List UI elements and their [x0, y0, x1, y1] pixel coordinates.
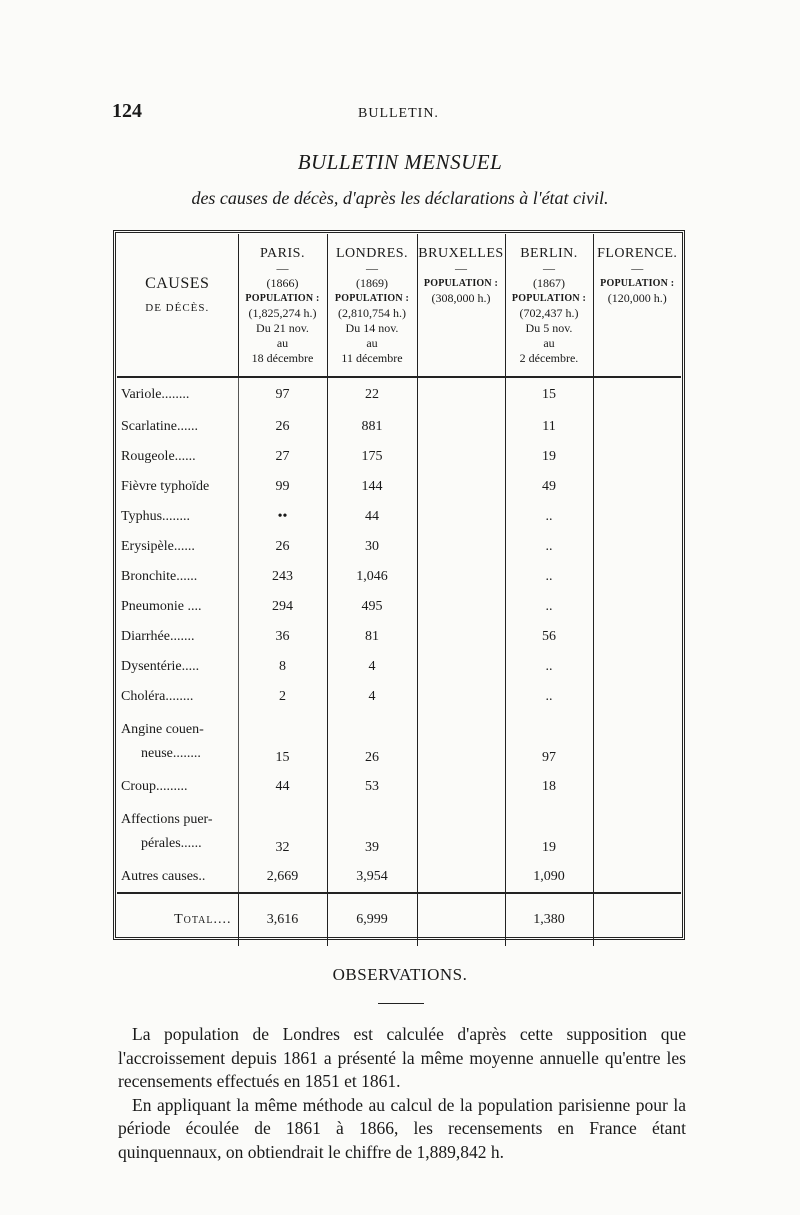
value-cell	[593, 862, 681, 893]
header-dash: —	[455, 261, 467, 275]
value-cell	[593, 412, 681, 442]
value-cell: ..	[505, 682, 593, 712]
period-au: au	[543, 336, 555, 350]
city-name: PARIS.	[260, 246, 305, 261]
table-row	[117, 562, 681, 592]
city-name: FLORENCE.	[597, 246, 678, 261]
value-cell: 19	[505, 442, 593, 472]
value-cell: 81	[327, 622, 417, 652]
value-cell	[417, 802, 505, 862]
value-cell	[417, 412, 505, 442]
value-cell	[593, 652, 681, 682]
causes-column-header	[117, 234, 238, 377]
value-cell	[417, 472, 505, 502]
population-label: POPULATION :	[245, 293, 320, 304]
period-end: 11 décembre	[341, 351, 403, 365]
value-cell: 49	[505, 472, 593, 502]
table-row	[117, 682, 681, 712]
observation-paragraph: La population de Londres est calculée d'après cette supposition que l'accroissement depuis 1861 a présenté la même moyenne annuelle qu'entre les recensements effectués en 1851 et 1861.	[118, 1024, 686, 1091]
table-row	[117, 622, 681, 652]
observations-divider	[378, 1003, 424, 1004]
value-cell: 26	[238, 532, 327, 562]
cause-cell: Rougeole......	[117, 442, 238, 472]
population-label: POPULATION :	[600, 278, 675, 289]
value-cell: 26	[238, 412, 327, 442]
value-cell	[593, 592, 681, 622]
cause-cell: Pneumonie ....	[117, 592, 238, 622]
total-value: 3,616	[238, 893, 327, 946]
population-label: POPULATION :	[423, 278, 499, 289]
value-cell: 11	[505, 412, 593, 442]
table-row	[117, 592, 681, 622]
cause-cell	[117, 712, 238, 772]
value-cell	[417, 442, 505, 472]
table-row	[117, 712, 681, 772]
cause-line-1: Affections puer-	[121, 812, 213, 827]
running-head: BULLETIN.	[358, 106, 439, 121]
value-cell	[593, 712, 681, 772]
value-cell: 8	[238, 652, 327, 682]
value-cell: 39	[327, 802, 417, 862]
census-year: (1869)	[356, 276, 388, 290]
value-cell	[417, 772, 505, 802]
value-cell: 294	[238, 592, 327, 622]
value-cell: ..	[505, 652, 593, 682]
value-cell	[593, 562, 681, 592]
cause-cell: Croup.........	[117, 772, 238, 802]
value-cell: ..	[505, 502, 593, 532]
page-number: 124	[112, 100, 142, 122]
table-row	[117, 532, 681, 562]
column-header-florence	[593, 234, 681, 377]
value-cell	[593, 802, 681, 862]
value-cell: 97	[238, 377, 327, 412]
total-row	[117, 893, 681, 946]
cause-cell: Dysentérie.....	[117, 652, 238, 682]
population-value: (702,437 h.)	[519, 306, 579, 320]
value-cell	[417, 532, 505, 562]
value-cell: 18	[505, 772, 593, 802]
table-row	[117, 652, 681, 682]
causes-subheader-label: DE DÉCÈS.	[145, 302, 210, 314]
table-row	[117, 412, 681, 442]
value-cell: ..	[505, 562, 593, 592]
value-cell	[593, 442, 681, 472]
table-row	[117, 862, 681, 893]
value-cell: 44	[327, 502, 417, 532]
cause-cell: Erysipèle......	[117, 532, 238, 562]
population-value: (120,000 h.)	[607, 291, 667, 305]
cause-cell: Fièvre typhoïde	[117, 472, 238, 502]
table-row	[117, 377, 681, 412]
period-au: au	[276, 336, 289, 350]
census-year: (1866)	[266, 276, 299, 290]
value-cell	[417, 502, 505, 532]
value-cell: 4	[327, 652, 417, 682]
total-label: Total....	[117, 893, 238, 946]
value-cell: 99	[238, 472, 327, 502]
value-cell	[593, 532, 681, 562]
value-cell: 4	[327, 682, 417, 712]
total-value	[417, 893, 505, 946]
value-cell: 30	[327, 532, 417, 562]
header-dash: —	[276, 261, 289, 275]
value-cell: 36	[238, 622, 327, 652]
value-cell: 26	[327, 712, 417, 772]
cause-cell: Typhus........	[117, 502, 238, 532]
causes-header-label: CAUSES	[145, 275, 210, 292]
observation-paragraph: En appliquant la même méthode au calcul de la population parisienne pour la période écoulée de 1861 à 1866, les recensements en France étant quinquennaux, on obtiendrait le chiffre de 1,889,842 h.	[118, 1094, 686, 1162]
population-label: POPULATION :	[334, 293, 410, 304]
column-header-bruxelles	[417, 234, 505, 377]
value-cell: 97	[505, 712, 593, 772]
value-cell: 32	[238, 802, 327, 862]
cause-line-1: Angine couen-	[121, 722, 204, 737]
population-value: (1,825,274 h.)	[248, 306, 317, 320]
value-cell: 2,669	[238, 862, 327, 893]
cause-cell: Diarrhée.......	[117, 622, 238, 652]
cause-cell: Scarlatine......	[117, 412, 238, 442]
column-header-paris	[238, 234, 327, 377]
value-cell	[417, 592, 505, 622]
observations-title: OBSERVATIONS.	[332, 965, 468, 984]
value-cell: 44	[238, 772, 327, 802]
value-cell	[417, 862, 505, 893]
value-cell: ..	[505, 532, 593, 562]
population-value: (2,810,754 h.)	[338, 306, 406, 320]
column-header-londres	[327, 234, 417, 377]
population-label: POPULATION :	[511, 293, 587, 304]
table-row	[117, 472, 681, 502]
period-start: Du 21 nov.	[256, 321, 309, 335]
period-au: au	[366, 336, 378, 350]
value-cell: 495	[327, 592, 417, 622]
period-start: Du 14 nov.	[345, 321, 399, 335]
value-cell: 1,046	[327, 562, 417, 592]
city-name: LONDRES.	[335, 246, 409, 261]
value-cell	[593, 377, 681, 412]
city-name: BRUXELLES	[418, 246, 504, 261]
value-cell	[417, 652, 505, 682]
cause-line-2: pérales......	[141, 836, 202, 851]
header-dash: —	[543, 261, 555, 275]
table-row	[117, 772, 681, 802]
cause-cell	[117, 802, 238, 862]
observations-text	[118, 1023, 686, 1164]
cause-cell: Bronchite......	[117, 562, 238, 592]
value-cell: 15	[505, 377, 593, 412]
value-cell: 27	[238, 442, 327, 472]
city-name: BERLIN.	[520, 246, 578, 261]
value-cell	[593, 772, 681, 802]
value-cell	[417, 622, 505, 652]
page-title: BULLETIN MENSUEL	[297, 150, 503, 174]
value-cell	[417, 377, 505, 412]
value-cell	[593, 502, 681, 532]
value-cell: 3,954	[327, 862, 417, 893]
value-cell	[417, 712, 505, 772]
total-value	[593, 893, 681, 946]
population-value: (308,000 h.)	[431, 291, 491, 305]
cause-cell: Variole........	[117, 377, 238, 412]
header-dash: —	[366, 261, 378, 275]
value-cell: 243	[238, 562, 327, 592]
value-cell	[417, 682, 505, 712]
value-cell: 56	[505, 622, 593, 652]
value-cell: 19	[505, 802, 593, 862]
value-cell: ••	[238, 502, 327, 532]
total-value: 1,380	[505, 893, 593, 946]
value-cell	[593, 472, 681, 502]
column-header-berlin	[505, 234, 593, 377]
total-value: 6,999	[327, 893, 417, 946]
table-header-row	[117, 234, 681, 377]
header-dash: —	[631, 261, 644, 275]
value-cell: 15	[238, 712, 327, 772]
value-cell: 22	[327, 377, 417, 412]
table-row	[117, 802, 681, 862]
period-end: 2 décembre.	[519, 351, 579, 365]
table-row	[117, 442, 681, 472]
census-year: (1867)	[533, 276, 565, 290]
table-row	[117, 502, 681, 532]
value-cell: 53	[327, 772, 417, 802]
mortality-table	[117, 234, 681, 946]
cause-cell: Choléra........	[117, 682, 238, 712]
period-start: Du 5 nov.	[525, 321, 573, 335]
value-cell: 175	[327, 442, 417, 472]
value-cell: ..	[505, 592, 593, 622]
value-cell	[417, 562, 505, 592]
value-cell	[593, 622, 681, 652]
value-cell: 881	[327, 412, 417, 442]
page-subtitle: des causes de décès, d'après les déclarations à l'état civil.	[191, 188, 609, 208]
value-cell: 2	[238, 682, 327, 712]
cause-cell: Autres causes..	[117, 862, 238, 893]
value-cell	[593, 682, 681, 712]
period-end: 18 décembre	[251, 351, 314, 365]
cause-line-2: neuse........	[141, 746, 201, 761]
value-cell: 144	[327, 472, 417, 502]
value-cell: 1,090	[505, 862, 593, 893]
